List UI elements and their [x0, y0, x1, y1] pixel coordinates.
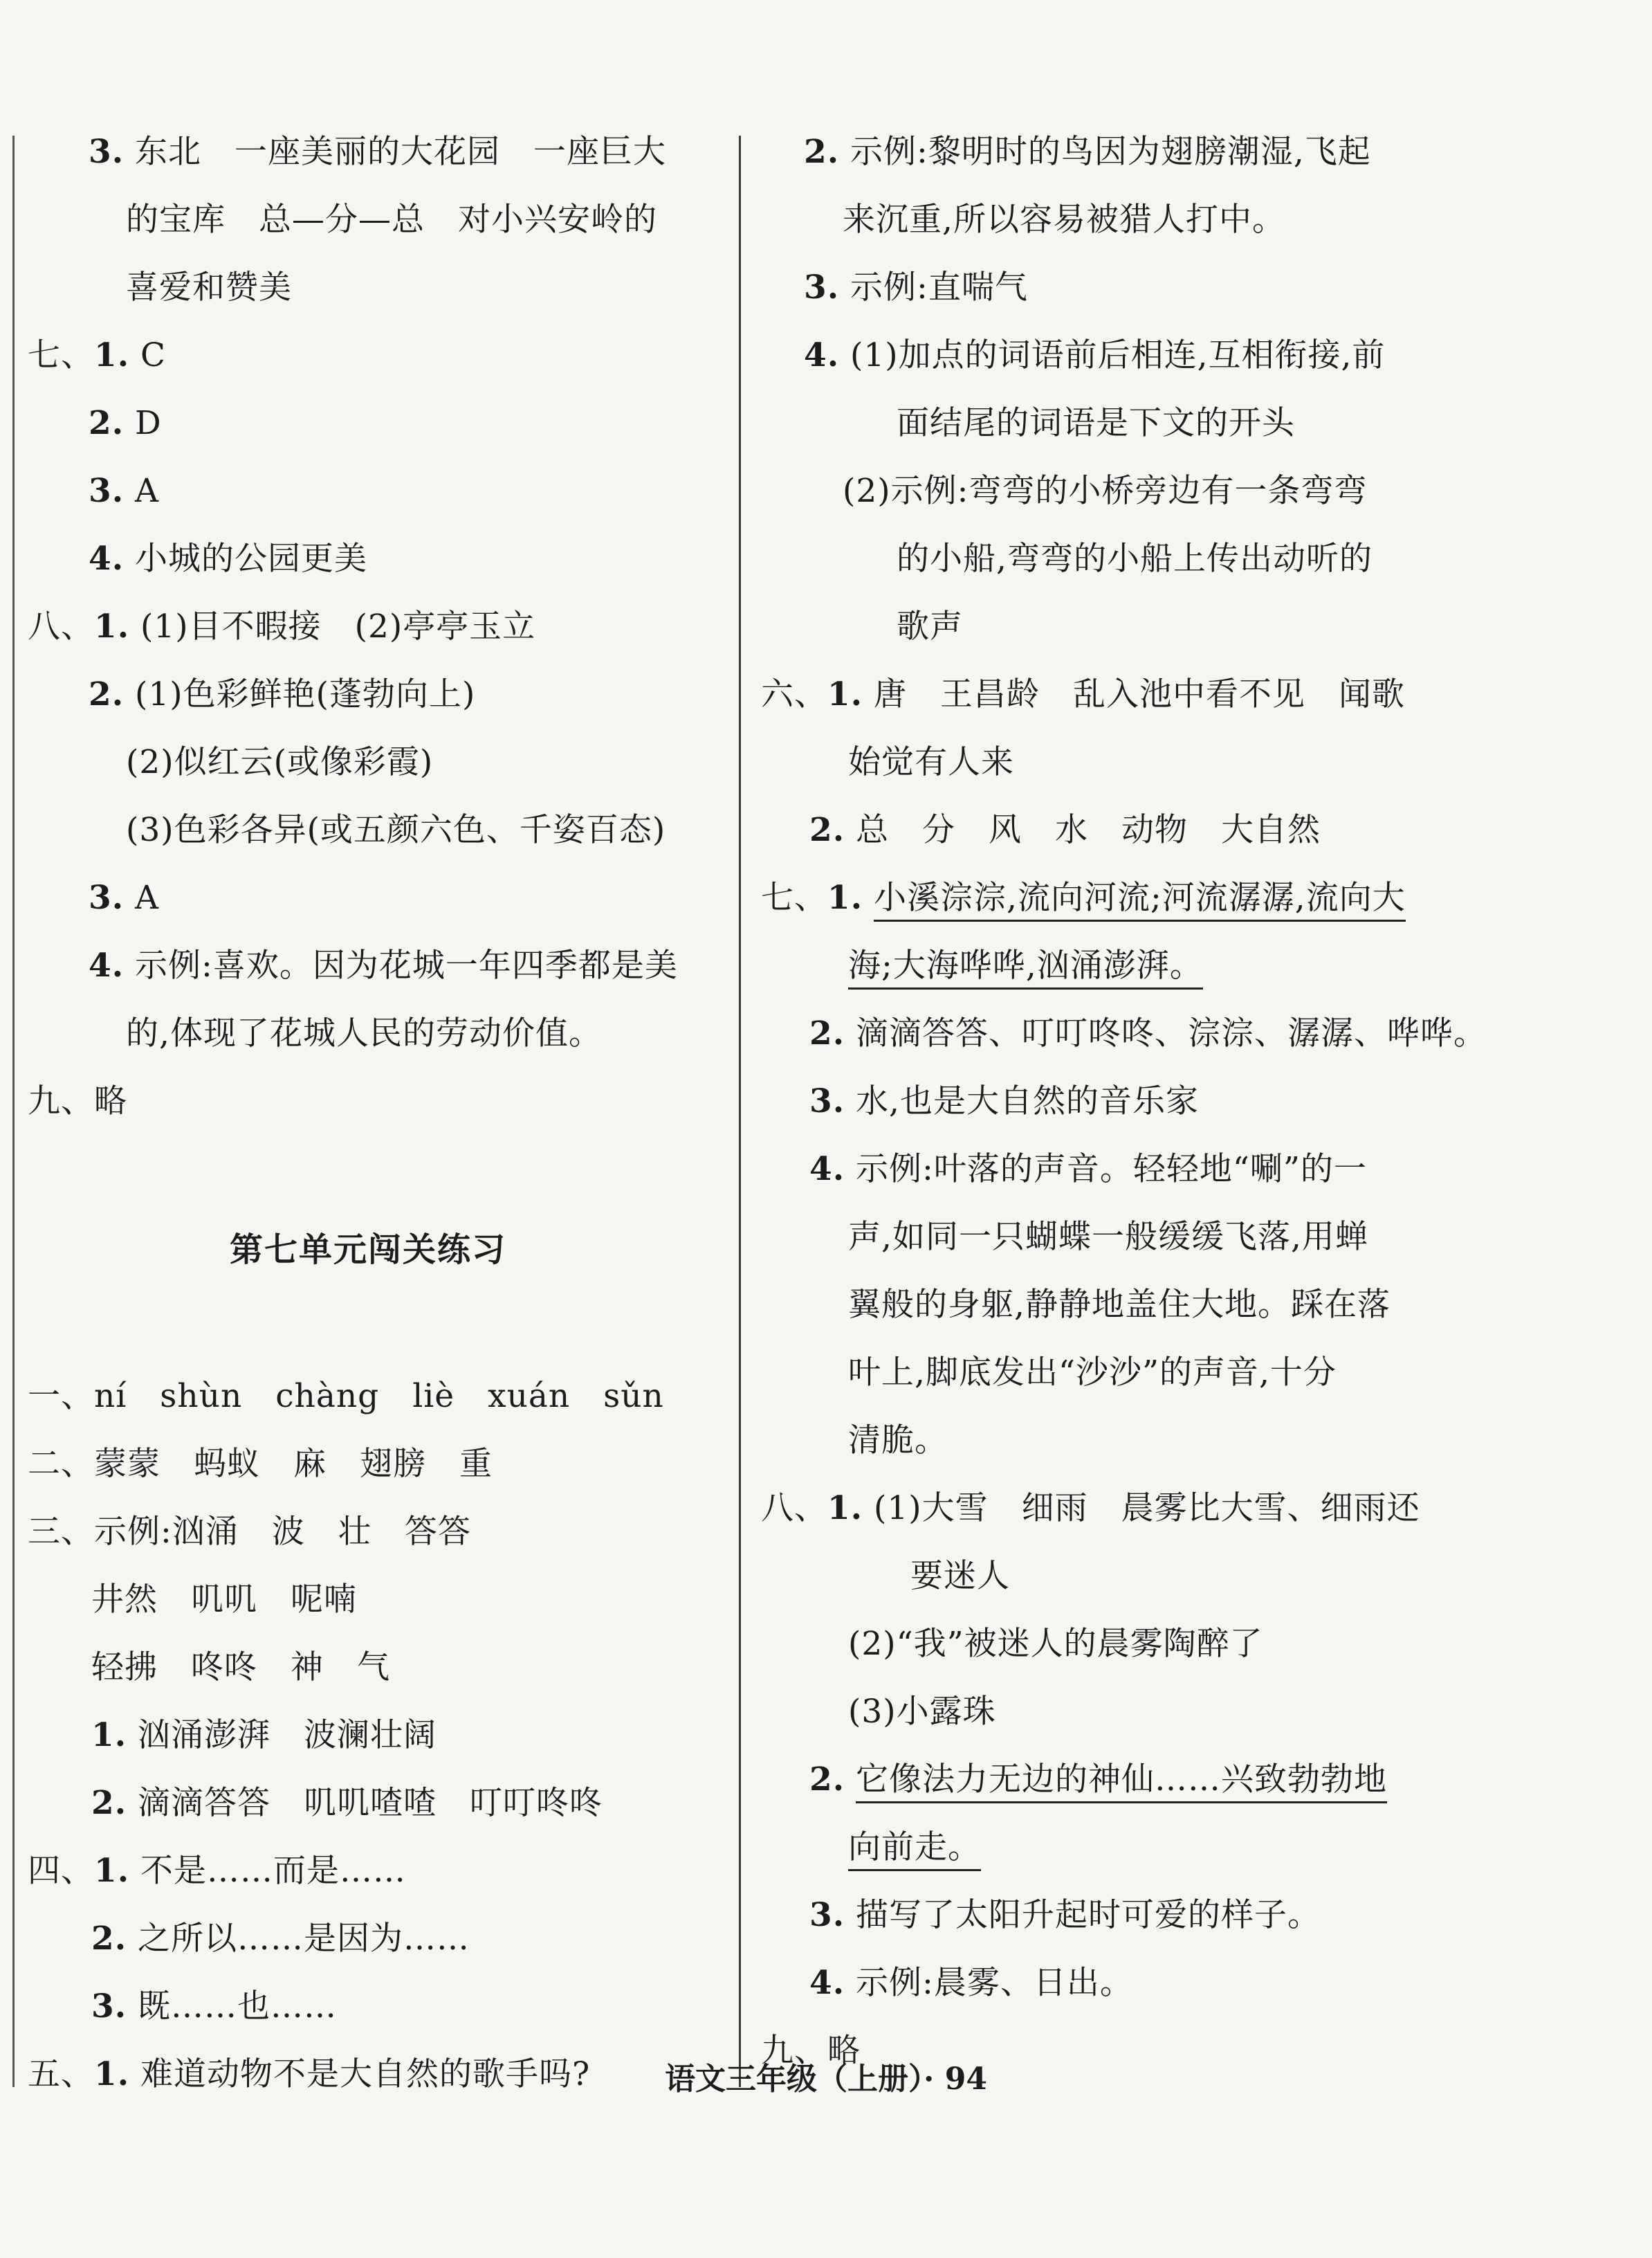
answer-line: 一、ní shùn chàng liè xuán sǔn — [28, 1377, 664, 1415]
answer-line: 3. 描写了太阳升起时可爱的样子。 — [809, 1896, 1321, 1934]
answer-line: 4. 小城的公园更美 — [89, 540, 368, 578]
answer-line: 八、1. (1)目不暇接 (2)亭亭玉立 — [28, 608, 536, 646]
answer-line: 4. 示例:晨雾、日出。 — [809, 1964, 1133, 2002]
answer-line: 四、1. 不是……而是…… — [28, 1852, 407, 1890]
answer-line: (2)似红云(或像彩霞) — [126, 743, 434, 781]
answer-line: 面结尾的词语是下文的开头 — [897, 404, 1295, 442]
underlined-answer: 它像法力无边的神仙……兴致勃勃地 — [856, 1760, 1387, 1803]
answer-line — [848, 1827, 981, 1868]
answer-line: 七、1. 小溪淙淙,流向河流;河流潺潺,流向大 — [761, 877, 1406, 919]
answer-line: (2)“我”被迷人的晨雾陶醉了 — [848, 1625, 1263, 1663]
answer-line: 叶上,脚底发出“沙沙”的声音,十分 — [848, 1354, 1337, 1392]
answer-line: 七、1. C — [28, 336, 166, 374]
answer-line: 4. 示例:喜欢。因为花城一年四季都是美 — [89, 947, 678, 985]
underlined-answer: 海;大海哗哗,汹涌澎湃。 — [848, 947, 1203, 990]
answer-line: 的,体现了花城人民的劳动价值。 — [126, 1014, 602, 1053]
answer-line: 2. 示例:黎明时的鸟因为翅膀潮湿,飞起 — [804, 133, 1371, 171]
answer-line: 五、1. 难道动物不是大自然的歌手吗? — [28, 2055, 591, 2093]
answer-line: 3. 东北 一座美丽的大花园 一座巨大 — [89, 133, 667, 171]
answer-line: 2. D — [89, 404, 162, 442]
answer-line: 翼般的身躯,静静地盖住大地。踩在落 — [848, 1286, 1391, 1324]
answer-line: 喜爱和赞美 — [126, 268, 292, 307]
answer-line: 2. 总 分 风 水 动物 大自然 — [809, 811, 1321, 849]
answer-line: 3. 既……也…… — [91, 1987, 338, 2025]
answer-line: (2)示例:弯弯的小桥旁边有一条弯弯 — [843, 472, 1368, 510]
answer-line: (3)色彩各异(或五颜六色、千姿百态) — [126, 811, 666, 849]
answer-line: 九、略 — [761, 2032, 861, 2070]
answer-line: 2. 它像法力无边的神仙……兴致勃勃地 — [809, 1759, 1387, 1801]
answer-line: 3. A — [89, 879, 159, 917]
answer-line: 1. 汹涌澎湃 波澜壮阔 — [91, 1716, 437, 1754]
underlined-answer: 向前走。 — [848, 1828, 981, 1871]
column-divider — [739, 136, 741, 2087]
answer-line: 九、略 — [28, 1082, 127, 1120]
answer-line: 清脆。 — [848, 1421, 948, 1459]
answer-line: 3. 示例:直喘气 — [804, 268, 1028, 307]
answer-line: 井然 叽叽 呢喃 — [91, 1581, 357, 1619]
page-footer: 语文三年级（上册）· 94 — [665, 2061, 987, 2097]
answer-line: 的宝库 总—分—总 对小兴安岭的 — [126, 201, 657, 239]
answer-line: 来沉重,所以容易被猎人打中。 — [843, 201, 1285, 239]
answer-line: 2. 之所以……是因为…… — [91, 1920, 470, 1958]
answer-line: 二、蒙蒙 蚂蚁 麻 翅膀 重 — [28, 1445, 493, 1483]
answer-line: 4. 示例:叶落的声音。轻轻地“唰”的一 — [809, 1150, 1367, 1188]
answer-line: 声,如同一只蝴蝶一般缓缓飞落,用蝉 — [848, 1218, 1368, 1256]
answer-line: (3)小露珠 — [848, 1693, 996, 1731]
answer-line: 歌声 — [897, 608, 963, 646]
answer-line: 2. 滴滴答答 叽叽喳喳 叮叮咚咚 — [91, 1784, 603, 1822]
answer-line: 2. (1)色彩鲜艳(蓬勃向上) — [89, 675, 476, 713]
answer-line: 三、示例:汹涌 波 壮 答答 — [28, 1513, 471, 1551]
answer-line: 3. A — [89, 472, 159, 510]
answer-line: 六、1. 唐 王昌龄 乱入池中看不见 闻歌 — [761, 675, 1406, 713]
section-heading: 第七单元闯关练习 — [230, 1230, 507, 1269]
answer-line: 轻拂 咚咚 神 气 — [91, 1648, 390, 1686]
answer-line: 的小船,弯弯的小船上传出动听的 — [897, 540, 1373, 578]
underlined-answer: 小溪淙淙,流向河流;河流潺潺,流向大 — [874, 879, 1406, 922]
answer-line: 八、1. (1)大雪 细雨 晨雾比大雪、细雨还 — [761, 1489, 1420, 1527]
page-edge-line — [12, 136, 15, 2087]
answer-line: 3. 水,也是大自然的音乐家 — [809, 1082, 1199, 1120]
answer-line: 始觉有人来 — [848, 743, 1014, 781]
answer-line: 2. 滴滴答答、叮叮咚咚、淙淙、潺潺、哗哗。 — [809, 1014, 1487, 1053]
answer-line: 4. (1)加点的词语前后相连,互相衔接,前 — [804, 336, 1386, 374]
answer-line: 要迷人 — [910, 1557, 1010, 1595]
answer-line — [848, 945, 1203, 987]
